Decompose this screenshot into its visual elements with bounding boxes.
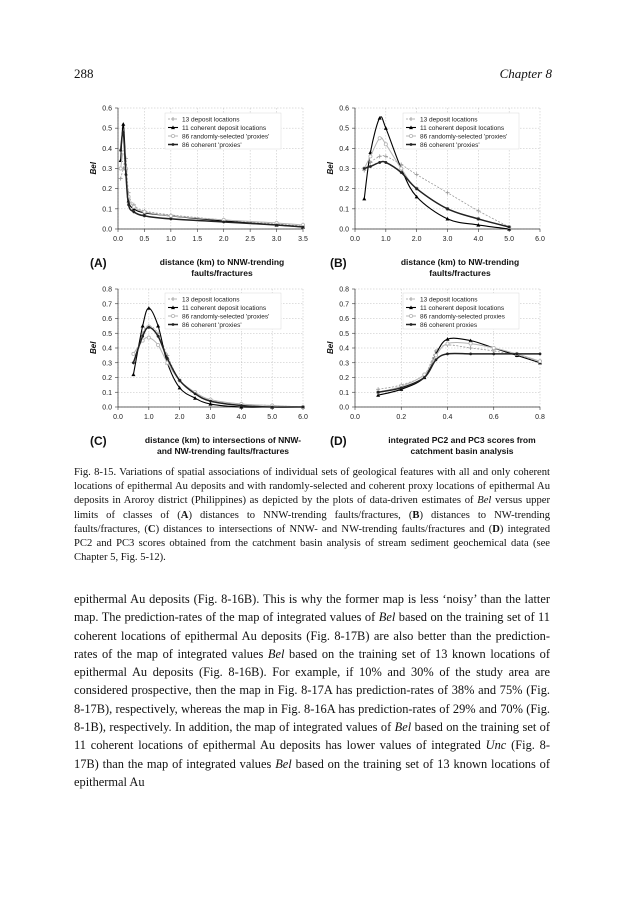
y-tick-label: 0.5 (102, 125, 112, 133)
y-tick-label: 0.0 (102, 404, 112, 412)
y-tick-label: 0.2 (339, 375, 349, 382)
data-point (147, 326, 150, 329)
data-point (271, 406, 274, 409)
chart-c-xlabel: distance (km) to intersections of NNW- and NW-trending faults/fractures (144, 435, 302, 456)
data-point (384, 126, 388, 130)
x-tick-label: 3.0 (271, 236, 282, 243)
chart-b (320, 100, 560, 250)
data-point (302, 226, 305, 229)
body-text-run: based on the training set of 13 known locations of epithermal Au deposits (Fig. 8-16B). For example, if 10% and 30% of the study area are considered prospective, then the map in Fig. 8-17A has prediction-rates of 38% and 75% (Fig. 8-17B), respectively, whereas the map in Fig. 8-16A has prediction-rates of 29% and 70% (Fig. 8-1B), respectively. In addition, the map of integrated values of (74, 646, 550, 735)
x-tick-label: 4.0 (473, 236, 484, 243)
data-point (209, 400, 212, 403)
data-point (400, 171, 403, 174)
data-point (415, 173, 419, 177)
data-point (400, 167, 403, 170)
chart-panel-c (80, 282, 325, 430)
data-point (132, 352, 135, 355)
data-point (119, 167, 122, 170)
legend-label: 13 deposit locations (420, 116, 478, 124)
y-tick-label: 0.4 (339, 345, 349, 353)
x-tick-label: 2.0 (174, 414, 185, 421)
data-point (446, 207, 449, 210)
y-tick-label: 0.1 (102, 206, 112, 214)
x-tick-label: 2.5 (245, 236, 256, 243)
data-point (119, 149, 122, 152)
data-point (469, 342, 472, 345)
data-point (127, 203, 130, 206)
x-tick-label: 1.0 (380, 236, 391, 243)
chart-a (80, 100, 325, 250)
data-point (515, 353, 518, 356)
x-tick-label: 1.0 (143, 414, 154, 421)
x-tick-label: 0.2 (396, 414, 407, 421)
data-point (147, 336, 150, 339)
panel-label-b: (B) (330, 256, 347, 270)
y-tick-label: 0.4 (102, 145, 112, 153)
caption-ref-c: C (147, 523, 156, 535)
data-point (378, 154, 382, 158)
y-tick-label: 0.5 (339, 125, 349, 133)
series-line (133, 327, 303, 407)
data-point (122, 131, 125, 134)
data-point (156, 343, 159, 346)
running-header-chapter: Chapter 8 (499, 66, 552, 81)
y-tick-label: 0.1 (339, 389, 349, 397)
y-tick-label: 0.2 (339, 186, 349, 194)
y-tick-label: 0.6 (102, 316, 112, 323)
data-point (143, 214, 146, 217)
chart-panel-b (320, 100, 560, 250)
data-point (156, 324, 160, 328)
y-tick-label: 0.2 (102, 375, 112, 382)
panel-label-d: (D) (330, 434, 347, 448)
data-point (141, 324, 145, 328)
caption-bel: Bel (477, 495, 492, 507)
x-tick-label: 0.0 (350, 414, 360, 421)
data-point (477, 218, 480, 221)
body-italic: Bel (267, 646, 285, 661)
body-italic: Unc (485, 738, 507, 753)
data-point (143, 210, 146, 213)
body-text-run: epithermal Au deposits (Fig. 8-16B). This is why the former map is less ‘noisy’ than the latter map. The prediction-rates of the map of integrated values of (74, 592, 550, 625)
legend-label: 86 coherent 'proxies' (182, 321, 242, 329)
x-tick-label: 3.5 (298, 236, 308, 243)
y-tick-label: 0.1 (102, 389, 112, 397)
y-axis-label: Bel (326, 162, 335, 175)
x-tick-label: 0.8 (535, 414, 545, 421)
data-point (125, 173, 128, 176)
data-point (446, 342, 449, 345)
data-point (369, 165, 372, 168)
legend-label: 11 coherent deposit locations (420, 124, 505, 132)
x-tick-label: 2.0 (411, 236, 422, 243)
data-point (446, 191, 450, 195)
legend-marker (172, 323, 175, 326)
y-axis-label: Bel (89, 162, 98, 175)
x-tick-label: 0.5 (139, 236, 150, 243)
body-text-run: based on the training set of 13 known locations of epithermal Au (74, 756, 550, 789)
data-point (378, 137, 381, 140)
legend-label: 11 coherent deposit locations (182, 124, 267, 132)
page-number: 288 (74, 66, 94, 81)
legend-label: 86 randomly-selected 'proxies' (420, 133, 508, 141)
chart-a-xlabel: distance (km) to NNW-trending faults/fractures (159, 257, 285, 278)
y-tick-label: 0.4 (339, 145, 349, 153)
body-text-run: based on the training set of 11 coherent locations of epithermal Au deposits (Fig. 8-17B) are also better than the prediction-rates of the map of integrated values (74, 610, 550, 661)
legend-marker (410, 323, 413, 326)
legend-label: 86 randomly-selected 'proxies' (182, 133, 270, 141)
y-tick-label: 0.0 (339, 226, 349, 234)
data-point (121, 122, 125, 126)
y-tick-label: 0.2 (102, 186, 112, 194)
y-tick-label: 0.3 (339, 360, 349, 368)
data-point (240, 404, 243, 407)
data-point (400, 386, 403, 389)
y-axis-label: Bel (89, 341, 98, 354)
y-tick-label: 0.7 (339, 301, 349, 309)
x-tick-label: 0.0 (113, 236, 123, 243)
figure-caption (74, 466, 550, 565)
legend-label: 86 coherent 'proxies' (182, 141, 242, 149)
series-line (378, 345, 540, 389)
data-point (131, 373, 135, 377)
chart-panel-a (80, 100, 325, 250)
data-point (384, 143, 387, 146)
body-italic: Bel (378, 610, 396, 625)
data-point (302, 406, 305, 409)
data-point (538, 360, 541, 363)
data-point (384, 161, 387, 164)
x-tick-label: 1.0 (165, 236, 176, 243)
data-point (384, 154, 388, 158)
data-point (147, 306, 151, 310)
data-point (469, 353, 472, 356)
legend-marker (172, 143, 175, 146)
y-tick-label: 0.3 (102, 360, 112, 368)
y-tick-label: 0.3 (102, 166, 112, 173)
data-point (377, 391, 380, 394)
y-tick-label: 0.0 (339, 404, 349, 412)
panel-label-a: (A) (90, 256, 107, 270)
y-tick-label: 0.6 (102, 105, 112, 113)
data-point (275, 224, 278, 227)
legend-marker (171, 134, 174, 137)
legend-label: 86 randomly-selected proxies (420, 313, 505, 321)
y-axis-label: Bel (326, 341, 335, 354)
x-tick-label: 6.0 (535, 236, 545, 243)
x-tick-label: 4.0 (236, 414, 247, 421)
data-point (178, 379, 181, 382)
x-tick-label: 3.0 (205, 414, 216, 421)
x-tick-label: 3.0 (442, 236, 453, 243)
data-point (132, 210, 135, 213)
y-tick-label: 0.0 (102, 226, 112, 234)
data-point (169, 218, 172, 221)
y-tick-label: 0.5 (102, 330, 112, 338)
data-point (434, 354, 437, 357)
body-text-run: based on the training set of 11 coherent locations of epithermal Au deposits has lower values of integrated (74, 720, 551, 753)
data-point (166, 357, 169, 360)
x-tick-label: 0.0 (350, 236, 360, 243)
caption-text: ) distances to NNW-trending faults/fractures, ( (188, 509, 413, 521)
data-point (492, 353, 495, 356)
data-point (157, 335, 160, 338)
data-point (378, 161, 381, 164)
legend-marker (171, 314, 174, 317)
legend-label: 13 deposit locations (420, 296, 478, 304)
x-tick-label: 5.0 (267, 414, 278, 421)
caption-label: Fig. 8-15. (74, 467, 117, 478)
x-tick-label: 5.0 (504, 236, 515, 243)
data-point (369, 155, 372, 158)
caption-ref-b: B (412, 509, 420, 521)
data-point (169, 214, 172, 217)
caption-ref-d: D (492, 523, 500, 535)
legend-marker (410, 143, 413, 146)
caption-text: ) distances to NW-trending faults/fractures, ( (74, 509, 550, 535)
y-tick-label: 0.3 (339, 166, 349, 173)
y-tick-label: 0.7 (102, 301, 112, 309)
y-tick-label: 0.8 (102, 286, 112, 294)
caption-text: ) distances to intersections of NNW- and NW-trending faults/fractures and ( (155, 523, 493, 535)
data-point (132, 205, 135, 208)
chart-b-xlabel: distance (km) to NW-trending faults/fractures (400, 257, 520, 278)
legend-label: 13 deposit locations (182, 116, 240, 124)
panel-label-c: (C) (90, 434, 107, 448)
x-tick-label: 2.0 (218, 236, 229, 243)
caption-text: versus upper limits of classes of ( (74, 495, 550, 521)
chart-panel-d (320, 282, 560, 430)
series-line (121, 158, 303, 226)
x-tick-label: 0.6 (488, 414, 499, 421)
chart-d (320, 282, 560, 430)
y-tick-label: 0.6 (339, 105, 349, 113)
chart-d-xlabel: integrated PC2 and PC3 scores from catchment basin analysis (388, 435, 536, 456)
data-point (476, 209, 480, 213)
data-point (415, 187, 418, 190)
data-point (435, 358, 438, 361)
body-paragraph (74, 590, 550, 791)
y-tick-label: 0.4 (102, 345, 112, 353)
legend-label: 86 coherent 'proxies' (420, 141, 480, 149)
data-point (362, 197, 366, 201)
x-tick-label: 1.5 (192, 236, 203, 243)
data-point (119, 177, 123, 181)
data-point (469, 346, 473, 350)
data-point (446, 353, 449, 356)
caption-text: Variations of spatial associations of individual sets of geological features with all and only coherent locations of epithermal Au deposits and with randomly-selected and coherent proxy locations of epithermal Au deposits in Aroroy district (Philippines) as depicted by the plots of data-driven estimates of (74, 467, 550, 507)
y-tick-label: 0.6 (339, 316, 349, 323)
x-tick-label: 0.0 (113, 414, 123, 421)
legend-label: 11 coherent deposit locations (182, 304, 267, 312)
data-point (222, 221, 225, 224)
caption-text: ) integrated PC2 and PC3 scores obtained from the catchment basin analysis of stream sediment geochemical data (see Chapter 5, Fig. 5-12). (74, 523, 550, 564)
data-point (492, 346, 495, 349)
y-tick-label: 0.8 (339, 286, 349, 294)
body-italic: Bel (275, 756, 292, 771)
body-text-run: (Fig. 8-17B) than the map of integrated values (74, 738, 550, 771)
data-point (423, 376, 426, 379)
data-point (539, 353, 542, 356)
y-tick-label: 0.5 (339, 330, 349, 338)
y-tick-label: 0.1 (339, 206, 349, 214)
data-point (141, 335, 144, 338)
legend-label: 13 deposit locations (182, 296, 240, 304)
legend-label: 86 randomly-selected 'proxies' (182, 313, 270, 321)
legend-label: 86 coherent proxies (420, 321, 478, 329)
legend-label: 11 coherent deposit locations (420, 304, 505, 312)
data-point (508, 226, 511, 229)
data-point (132, 361, 135, 364)
body-italic: Bel (394, 720, 412, 735)
x-tick-label: 6.0 (298, 414, 308, 421)
chart-c (80, 282, 325, 430)
legend-marker (409, 314, 412, 317)
data-point (194, 392, 197, 395)
legend-marker (409, 134, 412, 137)
caption-ref-a: A (180, 509, 189, 521)
x-tick-label: 0.4 (442, 414, 453, 421)
data-point (363, 167, 366, 170)
